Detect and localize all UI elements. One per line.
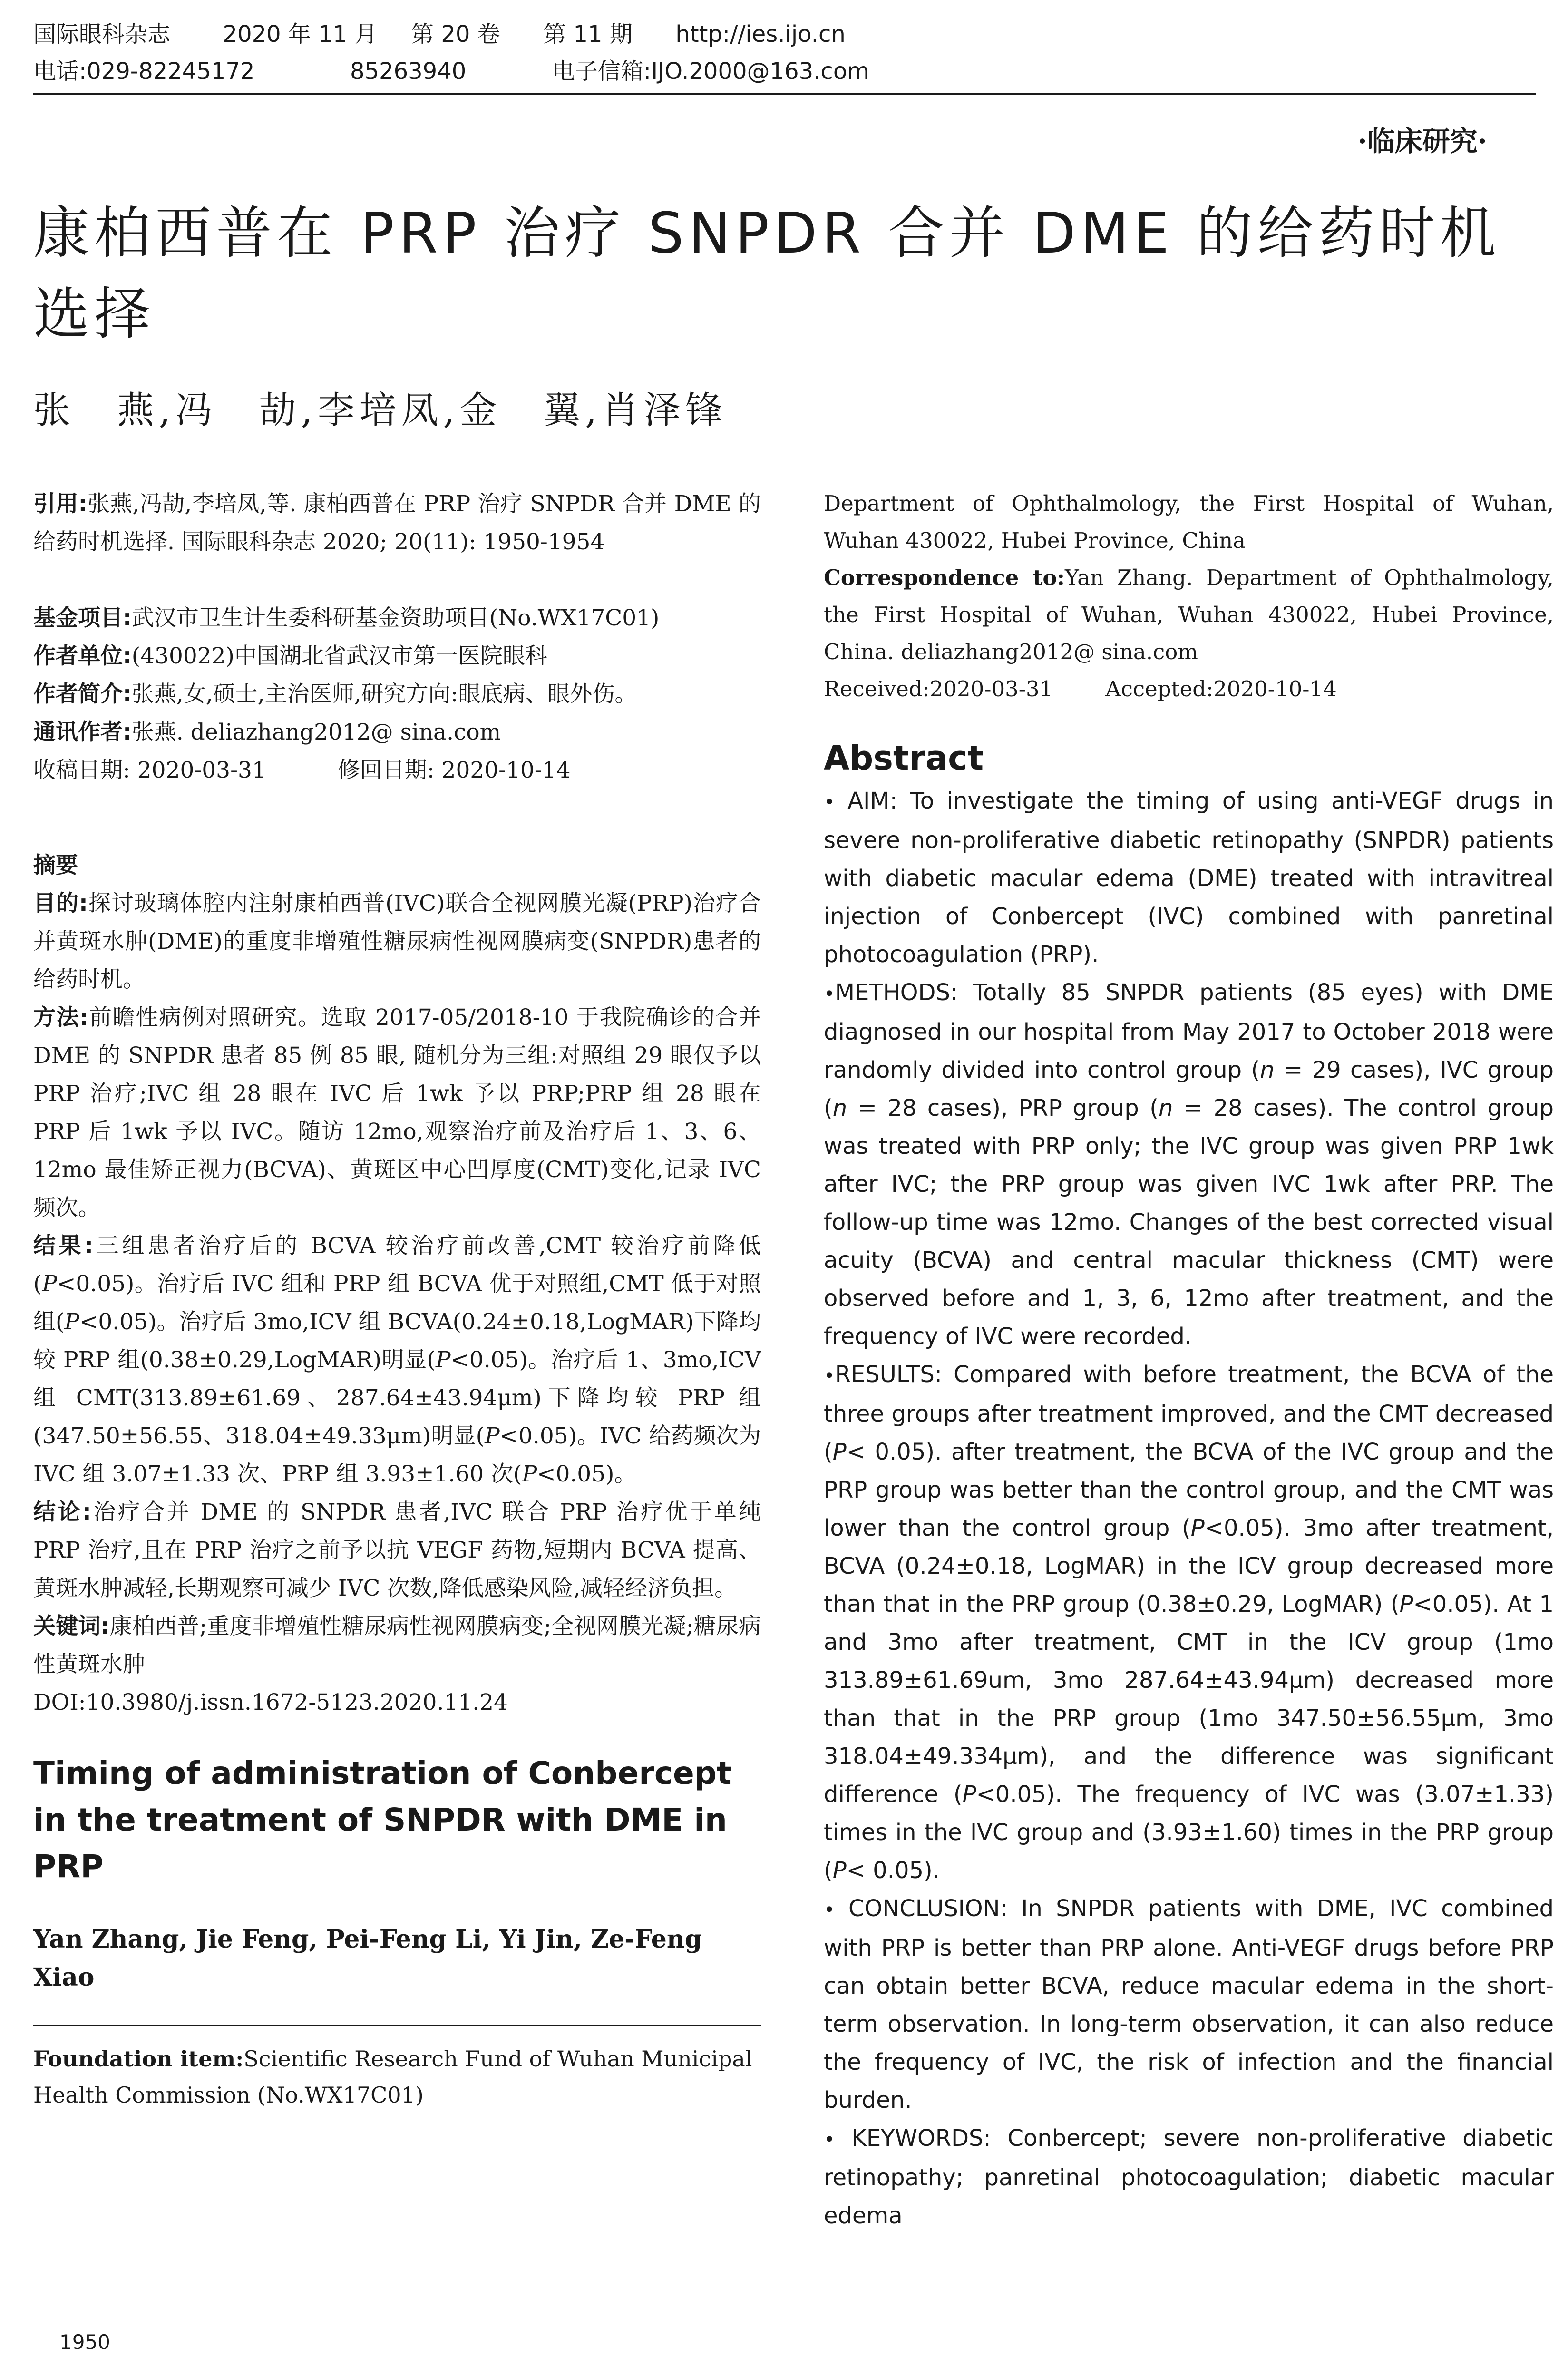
abstract-keywords: • KEYWORDS: Conbercept; severe non-proliferative diabetic retinopathy; panretinal photocoagulation; diabetic macular edema <box>824 2125 1554 2229</box>
bullet-icon: • <box>824 2129 835 2151</box>
abstract-conclusion: • CONCLUSION: In SNPDR patients with DME, IVC combined with PRP is better than PRP alone. Anti-VEGF drugs before PRP can obtain better BCVA, reduce macular edema in the short-term observation. In long-term observation, it can also reduce the frequency of IVC, the risk of infection and the financial burden. <box>824 1895 1554 2114</box>
meta-affiliation: 作者单位:(430022)中国湖北省武汉市第一医院眼科 <box>33 643 547 669</box>
authors-cn: 张 燕,冯 劼,李培凤,金 翼,肖泽锋 <box>33 389 728 432</box>
journal-url[interactable]: http://ies.ijo.cn <box>675 21 846 48</box>
section-tag: ·临床研究· <box>1357 125 1487 157</box>
meta-correspondence: 通讯作者:张燕. deliazhang2012@ sina.com <box>33 719 501 745</box>
bullet-icon: • <box>824 791 835 813</box>
journal-header-line1 <box>33 20 846 49</box>
citation: 引用:张燕,冯劼,李培凤,等. 康柏西普在 PRP 治疗 SNPDR 合并 DME 的给药时机选择. 国际眼科杂志 2020; 20(11): 1950-1954 <box>33 491 761 555</box>
abstract-cn-conclusion: 结论:治疗合并 DME 的 SNPDR 患者,IVC 联合 PRP 治疗优于单纯 PRP 治疗,且在 PRP 治疗之前予以抗 VEGF 药物,短期内 BCVA 提高、黄斑水肿减轻,长期观察可减少 IVC 次数,降低感染风险,减轻经济负担。 <box>33 1499 761 1601</box>
bullet-icon: • <box>824 1365 835 1387</box>
abstract-cn-aim: 目的:探讨玻璃体腔内注射康柏西普(IVC)联合全视网膜光凝(PRP)治疗合并黄斑水肿(DME)的重度非增殖性糖尿病性视网膜病变(SNPDR)患者的给药时机。 <box>33 890 761 993</box>
volume: 第 20 卷 <box>411 21 500 48</box>
doi[interactable]: DOI:10.3980/j.issn.1672-5123.2020.11.24 <box>33 1689 508 1715</box>
bullet-icon: • <box>824 983 835 1005</box>
dates-cn: 收稿日期: 2020-03-31 修回日期: 2020-10-14 <box>33 757 571 783</box>
english-authors: Yan Zhang, Jie Feng, Pei-Feng Li, Yi Jin, Ze-Feng Xiao <box>33 1925 702 1992</box>
abstract-cn-results: 结果:三组患者治疗后的 BCVA 较治疗前改善,CMT 较治疗前降低(P<0.05)。治疗后 IVC 组和 PRP 组 BCVA 优于对照组,CMT 低于对照组(P<0.05)。治疗后 3mo,ICV 组 BCVA(0.24±0.18,LogMAR)下降均较 PRP 组(0.38±0.29,LogMAR)明显(P<0.05)。治疗后 1、3mo,ICV 组 CMT(313.89±61.69、287.64±43.94μm)下降均较 PRP 组(347.50±56.55、318.04±49.33μm)明显(P<0.05)。IVC 给药频次为 IVC 组 3.07±1.33 次、PRP 组 3.93±1.60 次(P<0.05)。 <box>33 1233 761 1487</box>
journal-name: 国际眼科杂志 <box>33 21 171 48</box>
english-correspondence: Correspondence to:Yan Zhang. Department of Ophthalmology, the First Hospital of Wuhan, Wuhan 430022, Hubei Province, China. deliazhang2012@ sina.com <box>824 565 1554 664</box>
abstract-results: •RESULTS: Compared with before treatment, the BCVA of the three groups after treatment improved, and the CMT decreased (P< 0.05). after treatment, the BCVA of the IVC group and the PRP group was better than the control group, and the CMT was lower than the control group (P<0.05). 3mo after treatment, BCVA (0.24±0.18, LogMAR) in the ICV group decreased more than that in the PRP group (0.38±0.29, LogMAR) (P<0.05). At 1 and 3mo after treatment, CMT in the ICV group (1mo 313.89±61.69um, 3mo 287.64±43.94μm) decreased more than that in the PRP group (1mo 347.50±56.55μm, 3mo 318.04±49.334μm), and the difference was significant difference (P<0.05). The frequency of IVC was (3.07±1.33) times in the IVC group and (3.93±1.60) times in the PRP group (P< 0.05). <box>824 1361 1554 1884</box>
foundation-item: Foundation item:Scientific Research Fund of Wuhan Municipal Health Commission (No.WX17C01) <box>33 2046 752 2108</box>
phone2: 85263940 <box>350 58 467 85</box>
english-dates: Received:2020-03-31 Accepted:2020-10-14 <box>824 676 1337 701</box>
bullet-icon: • <box>824 1899 835 1921</box>
abstract-body <box>824 782 1554 2235</box>
abstract-cn-keywords: 关键词:康柏西普;重度非增殖性糖尿病性视网膜病变;全视网膜光凝;糖尿病性黄斑水肿 <box>33 1613 761 1677</box>
english-affiliation: Department of Ophthalmology, the First Hospital of Wuhan, Wuhan 430022, Hubei Province, China <box>824 491 1554 553</box>
issue: 第 11 期 <box>543 21 633 48</box>
meta-author-bio: 作者简介:张燕,女,硕士,主治医师,研究方向:眼底病、眼外伤。 <box>33 681 637 707</box>
meta-funding: 基金项目:武汉市卫生计生委科研基金资助项目(No.WX17C01) <box>33 605 660 631</box>
email[interactable]: 电子信箱:IJO.2000@163.com <box>552 58 869 85</box>
left-column <box>33 485 761 2113</box>
issue-date: 2020 年 11 月 <box>223 21 378 48</box>
footnote-rule <box>33 2025 761 2026</box>
english-title: Timing of administration of Conbercept in the treatment of SNPDR with DME in PRP <box>33 1755 732 1885</box>
article-title: 康柏西普在 PRP 治疗 SNPDR 合并 DME 的给药时机选择 <box>33 200 1501 347</box>
abstract-cn-heading: 摘要 <box>33 852 78 878</box>
abstract-methods: •METHODS: Totally 85 SNPDR patients (85 eyes) with DME diagnosed in our hospital from May 2017 to October 2018 were randomly divided into control group (n = 29 cases), IVC group (n = 28 cases), PRP group (n = 28 cases). The control group was treated with PRP only; the IVC group was given PRP 1wk after IVC; the PRP group was given IVC 1wk after PRP. The follow-up time was 12mo. Changes of the best corrected visual acuity (BCVA) and central macular thickness (CMT) were observed before and 1, 3, 6, 12mo after treatment, and the frequency of IVC were recorded. <box>824 979 1554 1350</box>
right-column <box>824 485 1554 2235</box>
phone: 电话:029-82245172 <box>33 58 255 85</box>
header-rule <box>33 93 1536 95</box>
abstract-cn-methods: 方法:前瞻性病例对照研究。选取 2017-05/2018-10 于我院确诊的合并 DME 的 SNPDR 患者 85 例 85 眼, 随机分为三组:对照组 29 眼仅予以 PRP 治疗;IVC 组 28 眼在 IVC 后 1wk 予以 PRP;PRP 组 28 眼在 PRP 后 1wk 予以 IVC。随访 12mo,观察治疗前及治疗后 1、3、6、12mo 最佳矫正视力(BCVA)、黄斑区中心凹厚度(CMT)变化,记录 IVC 频次。 <box>33 1004 761 1221</box>
english-affiliation-block <box>824 485 1554 708</box>
page-number: 1950 <box>59 2330 110 2354</box>
journal-header-line2 <box>33 57 869 86</box>
abstract-heading: Abstract <box>824 739 984 778</box>
abstract-aim: • AIM: To investigate the timing of using anti-VEGF drugs in severe non-proliferative diabetic retinopathy (SNPDR) patients with diabetic macular edema (DME) treated with intravitreal injection of Conbercept (IVC) combined with panretinal photocoagulation (PRP). <box>824 788 1554 968</box>
